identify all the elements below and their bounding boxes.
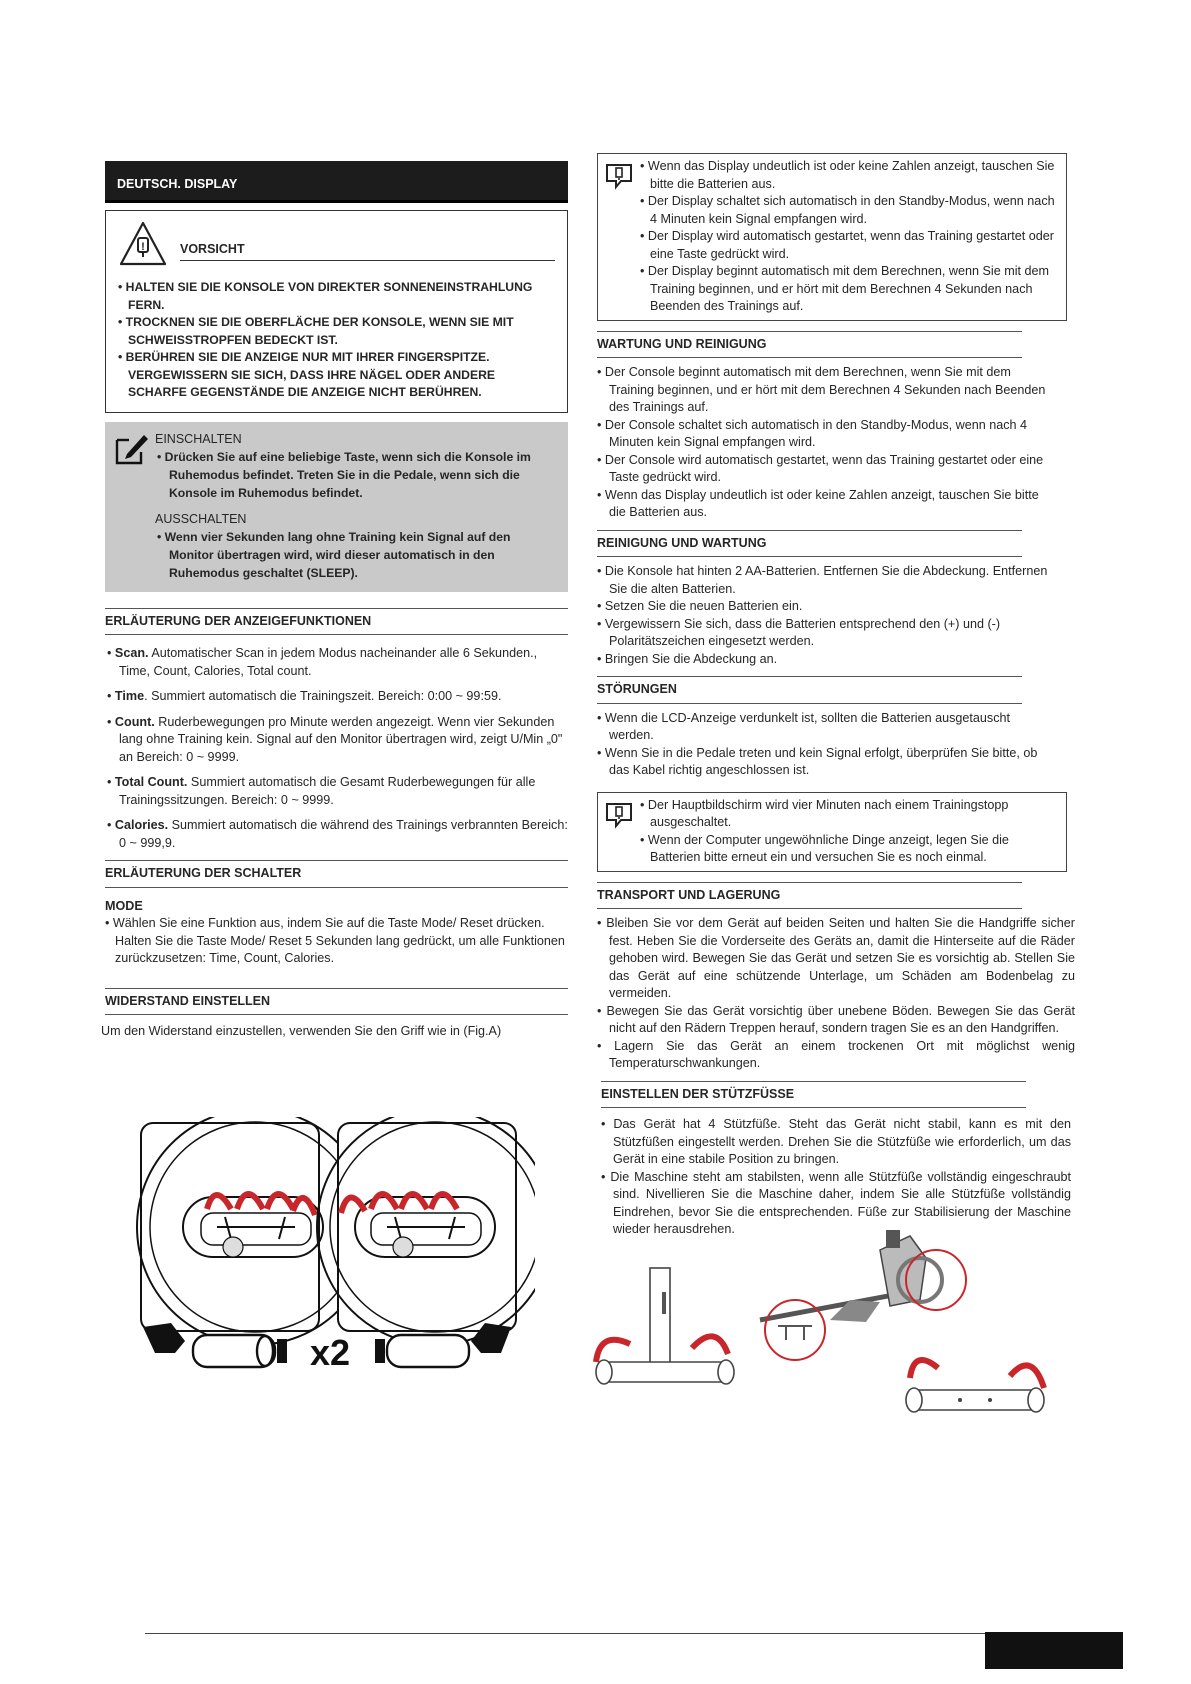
display-functions-list	[107, 645, 568, 852]
resistance-text: Um den Widerstand einzustellen, verwenden Sie den Griff wie in (Fig.A)	[101, 1024, 502, 1038]
edit-note-icon	[113, 430, 151, 466]
maintenance-item: • Der Console schaltet sich automatisch in den Standby-Modus, wenn nach 4 Minuten kein Signal empfangen wird.	[597, 417, 1028, 449]
function-item: • Total Count. Summiert automatisch die Gesamt Ruderbewegungen für alle Trainingssitzungen. Bereich: 0 ~ 9999.	[107, 775, 536, 807]
section-header-display: DEUTSCH. DISPLAY	[105, 164, 568, 203]
maintenance-list	[597, 364, 1057, 522]
grip-left	[193, 1335, 287, 1367]
function-label: Scan.	[114, 646, 149, 660]
faults-list	[597, 710, 1057, 780]
power-off-title: AUSSCHALTEN	[155, 511, 247, 526]
note-item: • Der Display schaltet sich automatisch in den Standby-Modus, wenn nach 4 Minuten kein Signal empfangen wird.	[640, 194, 1055, 226]
grip-right	[375, 1335, 469, 1367]
function-item: • Calories. Summiert automatisch die während des Trainings verbrannten Bereich: 0 ~ 999,9.	[107, 818, 568, 850]
fault-item: • Wenn die LCD-Anzeige verdunkelt ist, sollten die Batterien ausgetauscht werden.	[597, 710, 1011, 742]
transport-item: • Bewegen Sie das Gerät vorsichtig über unebene Böden. Bewegen Sie das Gerät nicht auf den Rädern Treppen herauf, sondern tragen Sie es an den Handgriffen.	[597, 1003, 1075, 1035]
maintenance-item: • Der Console beginnt automatisch mit dem Berechnen, wenn Sie mit dem Training beginnen, und er hört mit dem Berechnen 4 Sekunden nach Beenden des Trainings auf.	[597, 365, 1046, 414]
maintenance-title: WARTUNG UND REINIGUNG	[597, 331, 1022, 359]
cleaning-item: • Vergewissern Sie sich, dass die Batterien entsprechend den (+) und (-) Polaritätszeichen eingesetzt werden.	[597, 616, 1001, 648]
power-info-box	[105, 422, 568, 592]
caution-list	[118, 279, 555, 402]
note-item: • Der Display wird automatisch gestartet, wenn das Training gestartet oder eine Taste gedrückt wird.	[640, 229, 1054, 261]
transport-item: • Bleiben Sie vor dem Gerät auf beiden Seiten und halten Sie die Handgriffe sicher fest. Heben Sie die Vorderseite des Geräts an, damit die Hinterseite auf die Räder gehoben wird. Bewegen Sie das Gerät und setzen Sie es vorsichtig ab. Stellen Sie das Gerät auf eine schützende Unterlage, um Schäden am Bodenbelag zu vermeiden.	[597, 916, 1075, 1000]
multiplier-label: x2	[309, 1332, 351, 1373]
function-text: Automatischer Scan in jedem Modus nacheinander alle 6 Sekunden., Time, Count, Calories, Total count.	[119, 646, 538, 678]
resistance-figure	[135, 1117, 535, 1392]
note-item: • Wenn das Display undeutlich ist oder keine Zahlen anzeigt, tauschen Sie bitte die Batterien aus.	[640, 159, 1055, 191]
cleaning-title: REINIGUNG UND WARTUNG	[597, 530, 1022, 558]
function-label: Calories.	[114, 818, 169, 832]
cleaning-item: • Setzen Sie die neuen Batterien ein.	[597, 599, 803, 613]
function-label: Count.	[114, 714, 155, 729]
power-on-text: • Drücken Sie auf eine beliebige Taste, wenn sich die Konsole im Ruhemodus befindet. Treten Sie in die Pedale, wenn sich die Konsole im Ruhemodus befindet.	[157, 449, 531, 500]
function-text: Summiert automatisch die während des Trainings verbrannten Bereich: 0 ~ 999,9.	[119, 818, 568, 850]
note-box-display	[597, 153, 1067, 321]
maintenance-item: • Wenn das Display undeutlich ist oder keine Zahlen anzeigt, tauschen Sie bitte die Batterien aus.	[597, 487, 1039, 519]
transport-title: TRANSPORT UND LAGERUNG	[597, 882, 1022, 910]
left-column	[101, 160, 568, 1041]
function-item: • Time. Summiert automatisch die Trainingszeit. Bereich: 0:00 ~ 99:59.	[107, 689, 502, 703]
function-label: Total Count.	[114, 775, 188, 789]
front-foot-bar	[596, 1268, 734, 1384]
caution-item: • TROCKNEN SIE DIE OBERFLÄCHE DER KONSOLE, WENN SIE MIT SCHWEISSTROPFEN BEDECKT IST.	[118, 315, 514, 347]
function-text: Summiert automatisch die Gesamt Ruderbewegungen für alle Trainingssitzungen. Bereich: 0 ~ 9999.	[119, 775, 536, 807]
feet-item: • Das Gerät hat 4 Stützfüße. Steht das Gerät nicht stabil, kann es mit den Stützfüßen eingestellt werden. Drehen Sie die Stützfüße wie erforderlich, um das Gerät in eine stabile Position zu bringen.	[601, 1117, 1071, 1166]
cleaning-item: • Die Konsole hat hinten 2 AA-Batterien. Entfernen Sie die Abdeckung. Entfernen Sie die alten Batterien.	[597, 564, 1048, 596]
function-item: • Scan. Automatischer Scan in jedem Modus nacheinander alle 6 Sekunden., Time, Count, Calories, Total count.	[107, 646, 538, 678]
info-note-icon	[604, 162, 634, 190]
fault-item: • Wenn Sie in die Pedale treten und kein Signal erfolgt, überprüfen Sie bitte, ob das Kabel richtig angeschlossen ist.	[597, 745, 1038, 777]
function-text: . Summiert automatisch die Trainingszeit. Bereich: 0:00 ~ 99:59.	[144, 689, 502, 703]
mode-text: • Wählen Sie eine Funktion aus, indem Sie auf die Taste Mode/ Reset drücken. Halten Sie die Taste Mode/ Reset 5 Sekunden lang gedrückt, um alle Funktionen zurückzusetzen: Time, Count, Calories.	[105, 916, 565, 965]
cleaning-list	[597, 563, 1057, 668]
function-text: Ruderbewegungen pro Minute werden angezeigt. Wenn vier Sekunden lang ohne Training kein. Signal auf den Monitor übertragen wird, zeigt U/Min „0" an Bereich: 0 ~ 9999.	[119, 714, 563, 764]
function-item: • Count. Ruderbewegungen pro Minute werden angezeigt. Wenn vier Sekunden lang ohne Training kein. Signal auf den Monitor übertragen wird, zeigt U/Min „0" an Bereich: 0 ~ 9999.	[107, 714, 563, 764]
rowing-machine	[760, 1230, 966, 1360]
note-box-computer	[597, 792, 1067, 872]
svg-text:!: !	[141, 241, 145, 253]
caution-item: • BERÜHREN SIE DIE ANZEIGE NUR MIT IHRER FINGERSPITZE. VERGEWISSERN SIE SICH, DASS IHRE NÄGEL ODER ANDERE SCHARFE GEGENSTÄNDE DIE ANZEIGE NICHT BERÜHREN.	[118, 350, 496, 399]
info-note-icon	[604, 801, 634, 829]
caution-header	[118, 217, 555, 271]
note-item: • Wenn der Computer ungewöhnliche Dinge anzeigt, legen Sie die Batterien bitte erneut ein und versuchen Sie es noch einmal.	[640, 832, 1009, 864]
caution-box	[105, 210, 568, 413]
knob-panel-right	[317, 1117, 535, 1345]
warning-triangle-icon	[118, 220, 168, 268]
resistance-title: WIDERSTAND EINSTELLEN	[105, 988, 568, 1016]
power-off-text: • Wenn vier Sekunden lang ohne Training kein Signal auf den Monitor übertragen wird, wird dieser automatisch in den Ruhemodus geschaltet (SLEEP).	[157, 529, 511, 580]
feet-title: EINSTELLEN DER STÜTZFÜSSE	[601, 1081, 1026, 1109]
caution-title: VORSICHT	[180, 241, 555, 262]
feet-list	[601, 1116, 1071, 1239]
rear-foot-bar	[906, 1360, 1044, 1412]
power-on-title: EINSCHALTEN	[155, 431, 242, 446]
transport-item: • Lagern Sie das Gerät an einem trockenen Ort mit möglichst wenig Temperaturschwankungen.	[597, 1038, 1075, 1070]
switches-title: ERLÄUTERUNG DER SCHALTER	[105, 860, 568, 888]
note-item: • Der Hauptbildschirm wird vier Minuten nach einem Trainingstopp ausgeschaltet.	[640, 797, 1009, 829]
right-column	[597, 153, 1075, 1239]
note-item: • Der Display beginnt automatisch mit dem Berechnen, wenn Sie mit dem Training beginnen, und er hört mit dem Berechnen 4 Sekunden nach Beenden des Trainings auf.	[640, 264, 1049, 313]
function-label: Time	[114, 689, 145, 703]
faults-title: STÖRUNGEN	[597, 676, 1022, 704]
feet-item: • Die Maschine steht am stabilsten, wenn alle Stützfüße vollständig eingeschraubt sind. Nivellieren Sie die Maschine daher, indem Sie alle Stützfüße vollständig Eindrehen, bevor Sie die entsprechenden. Füße zur Stabilisierung der Maschine wieder herausdrehen.	[601, 1169, 1071, 1236]
support-feet-figure	[590, 1230, 1090, 1425]
mode-title: MODE	[105, 898, 143, 913]
cleaning-item: • Bringen Sie die Abdeckung an.	[597, 651, 778, 666]
footer-rule	[145, 1633, 990, 1634]
maintenance-item: • Der Console wird automatisch gestartet, wenn das Training gestartet oder eine Taste gedrückt wird.	[597, 452, 1044, 484]
transport-list	[597, 915, 1075, 1073]
page-number-block	[985, 1632, 1123, 1669]
display-functions-title: ERLÄUTERUNG DER ANZEIGEFUNKTIONEN	[105, 608, 568, 636]
note-list	[640, 158, 1062, 316]
note-list	[640, 797, 1062, 867]
caution-item: • HALTEN SIE DIE KONSOLE VON DIREKTER SONNENEINSTRAHLUNG FERN.	[118, 280, 533, 312]
